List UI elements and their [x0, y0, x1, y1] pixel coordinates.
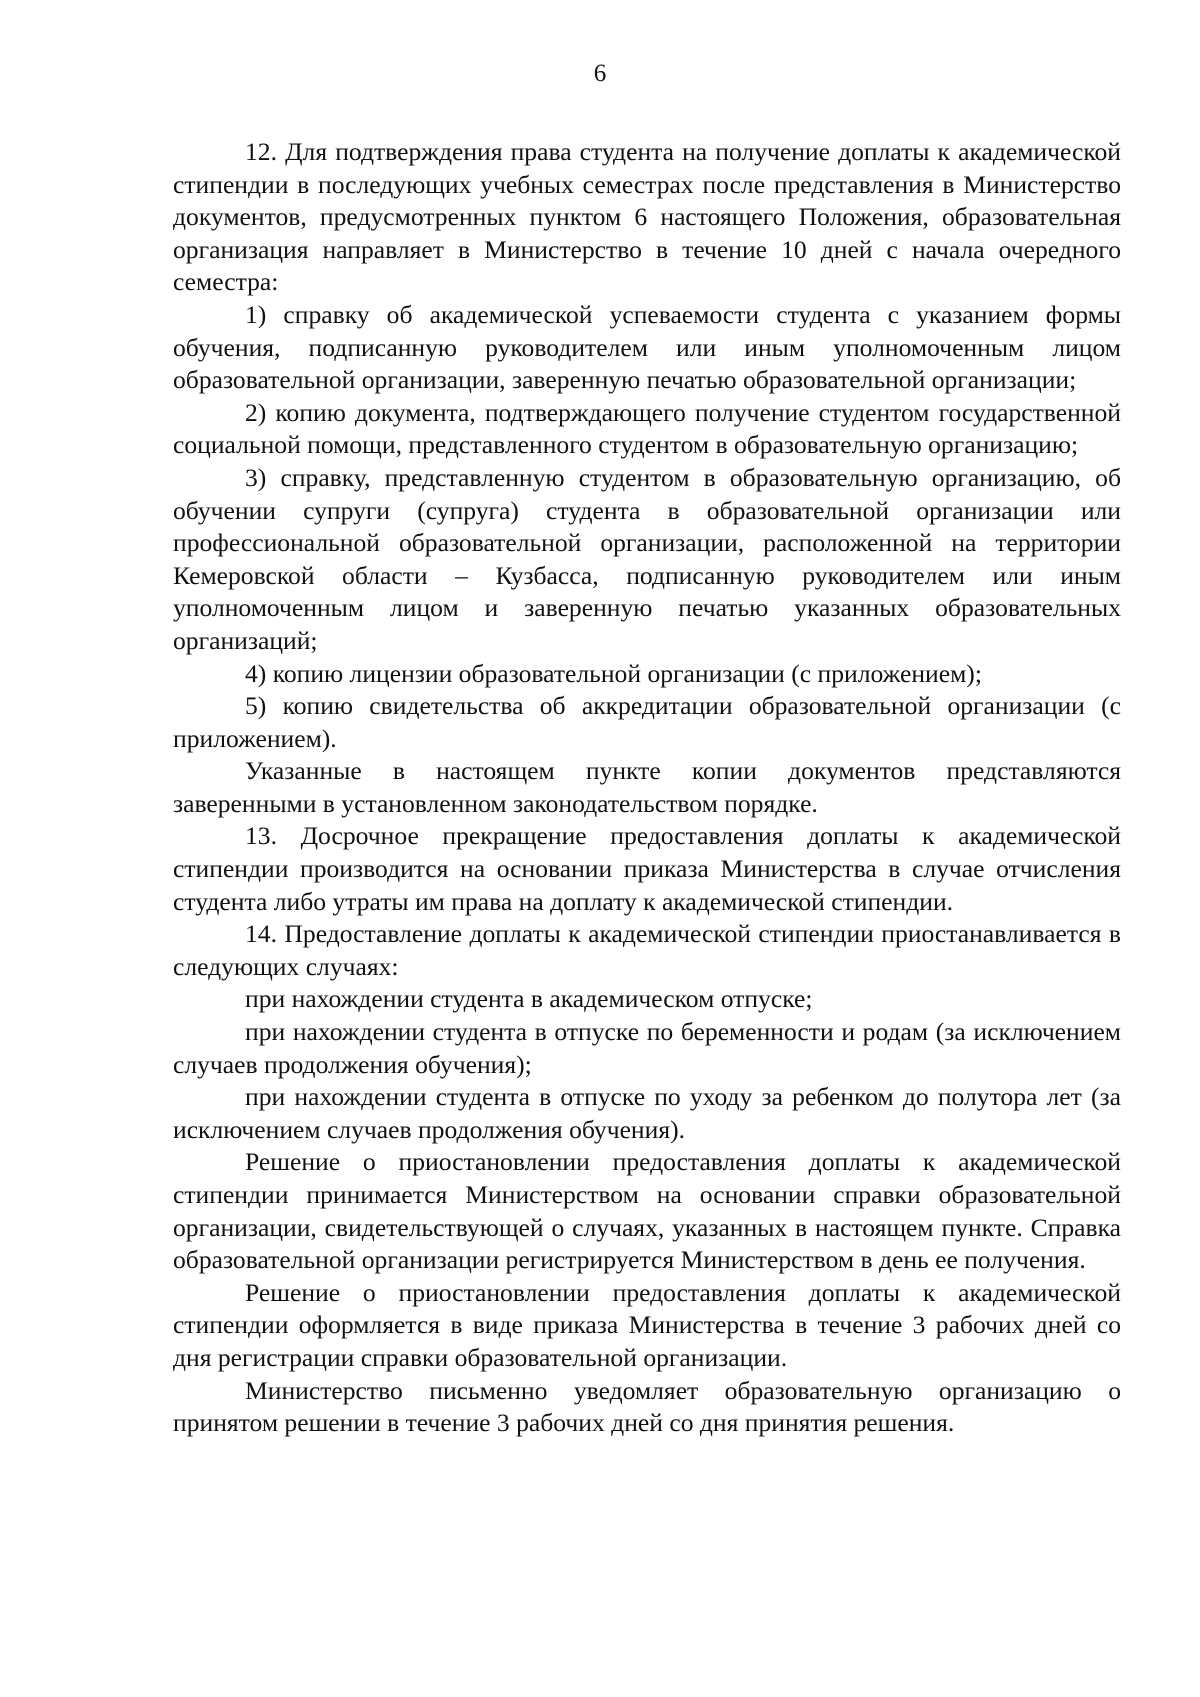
paragraph-14-suspension-intro: 14. Предоставление доплаты к академической стипендии приостанавливается в следующих случаях:: [173, 919, 1121, 981]
suspension-case-academic-leave: при нахождении студента в академическом отпуске;: [245, 984, 813, 1014]
suspension-case-childcare-leave: при нахождении студента в отпуске по уходу за ребенком до полутора лет (за исключением случаев продолжения обучения).: [173, 1082, 1121, 1144]
paragraph-suspension-decision: Решение о приостановлении предоставления доплаты к академической стипендии принимается Министерством на основании справки образовательной организации, свидетельствующей о случаях, указанных в настоящем пункте. Справка образовательной организации регистрируется Министерством в день ее получения.: [173, 1147, 1121, 1275]
paragraph-notification: Министерство письменно уведомляет образовательную организацию о принятом решении в течение 3 рабочих дней со дня принятия решения.: [173, 1375, 1121, 1438]
list-item-4-license-copy: 4) копию лицензии образовательной организации (с приложением);: [245, 658, 982, 688]
suspension-case-maternity-leave: при нахождении студента в отпуске по беременности и родам (за исключением случаев продолжения обучения);: [173, 1017, 1121, 1079]
paragraph-12-intro: 12. Для подтверждения права студента на получение доплаты к академической стипендии в последующих учебных семестрах после представления в Министерство документов, предусмотренных пунктом 6 настоящего Положения, образовательная организация направляет в Министерство в течение 10 дней с начала очередного семестра:: [173, 137, 1121, 297]
list-item-5-accreditation-copy: 5) копию свидетельства об аккредитации образовательной организации (с приложением).: [173, 691, 1121, 753]
document-body: [173, 136, 1121, 1440]
list-item-2-social-assistance-document: 2) копию документа, подтверждающего получение студентом государственной социальной помощи, представленного студентом в образовательную организацию;: [173, 397, 1121, 460]
paragraph-suspension-order: Решение о приостановлении предоставления доплаты к академической стипендии оформляется в виде приказа Министерства в течение 3 рабочих дней со дня регистрации справки образовательной организации.: [173, 1277, 1121, 1372]
paragraph-copies-certification: Указанные в настоящем пункте копии документов представляются заверенными в установленном законодательством порядке.: [173, 756, 1121, 818]
paragraph-13-early-termination: 13. Досрочное прекращение предоставления доплаты к академической стипендии производится на основании приказа Министерства в случае отчисления студента либо утраты им права на доплату к академической стипендии.: [173, 821, 1121, 916]
list-item-1-academic-performance-certificate: 1) справку об академической успеваемости студента с указанием формы обучения, подписанную руководителем или иным уполномоченным лицом образовательной организации, заверенную печатью образовательной организации;: [173, 299, 1121, 395]
list-item-3-spouse-study-certificate: 3) справку, представленную студентом в образовательную организацию, об обучении супруги (супруга) студента в образовательной организации или профессиональной образовательной организации, расположенной на территории Кемеровской области – Кузбасса, подписанную руководителем или иным уполномоченным лицом и заверенную печатью указанных образовательных организаций;: [173, 462, 1121, 655]
page-number: 6: [593, 60, 607, 87]
